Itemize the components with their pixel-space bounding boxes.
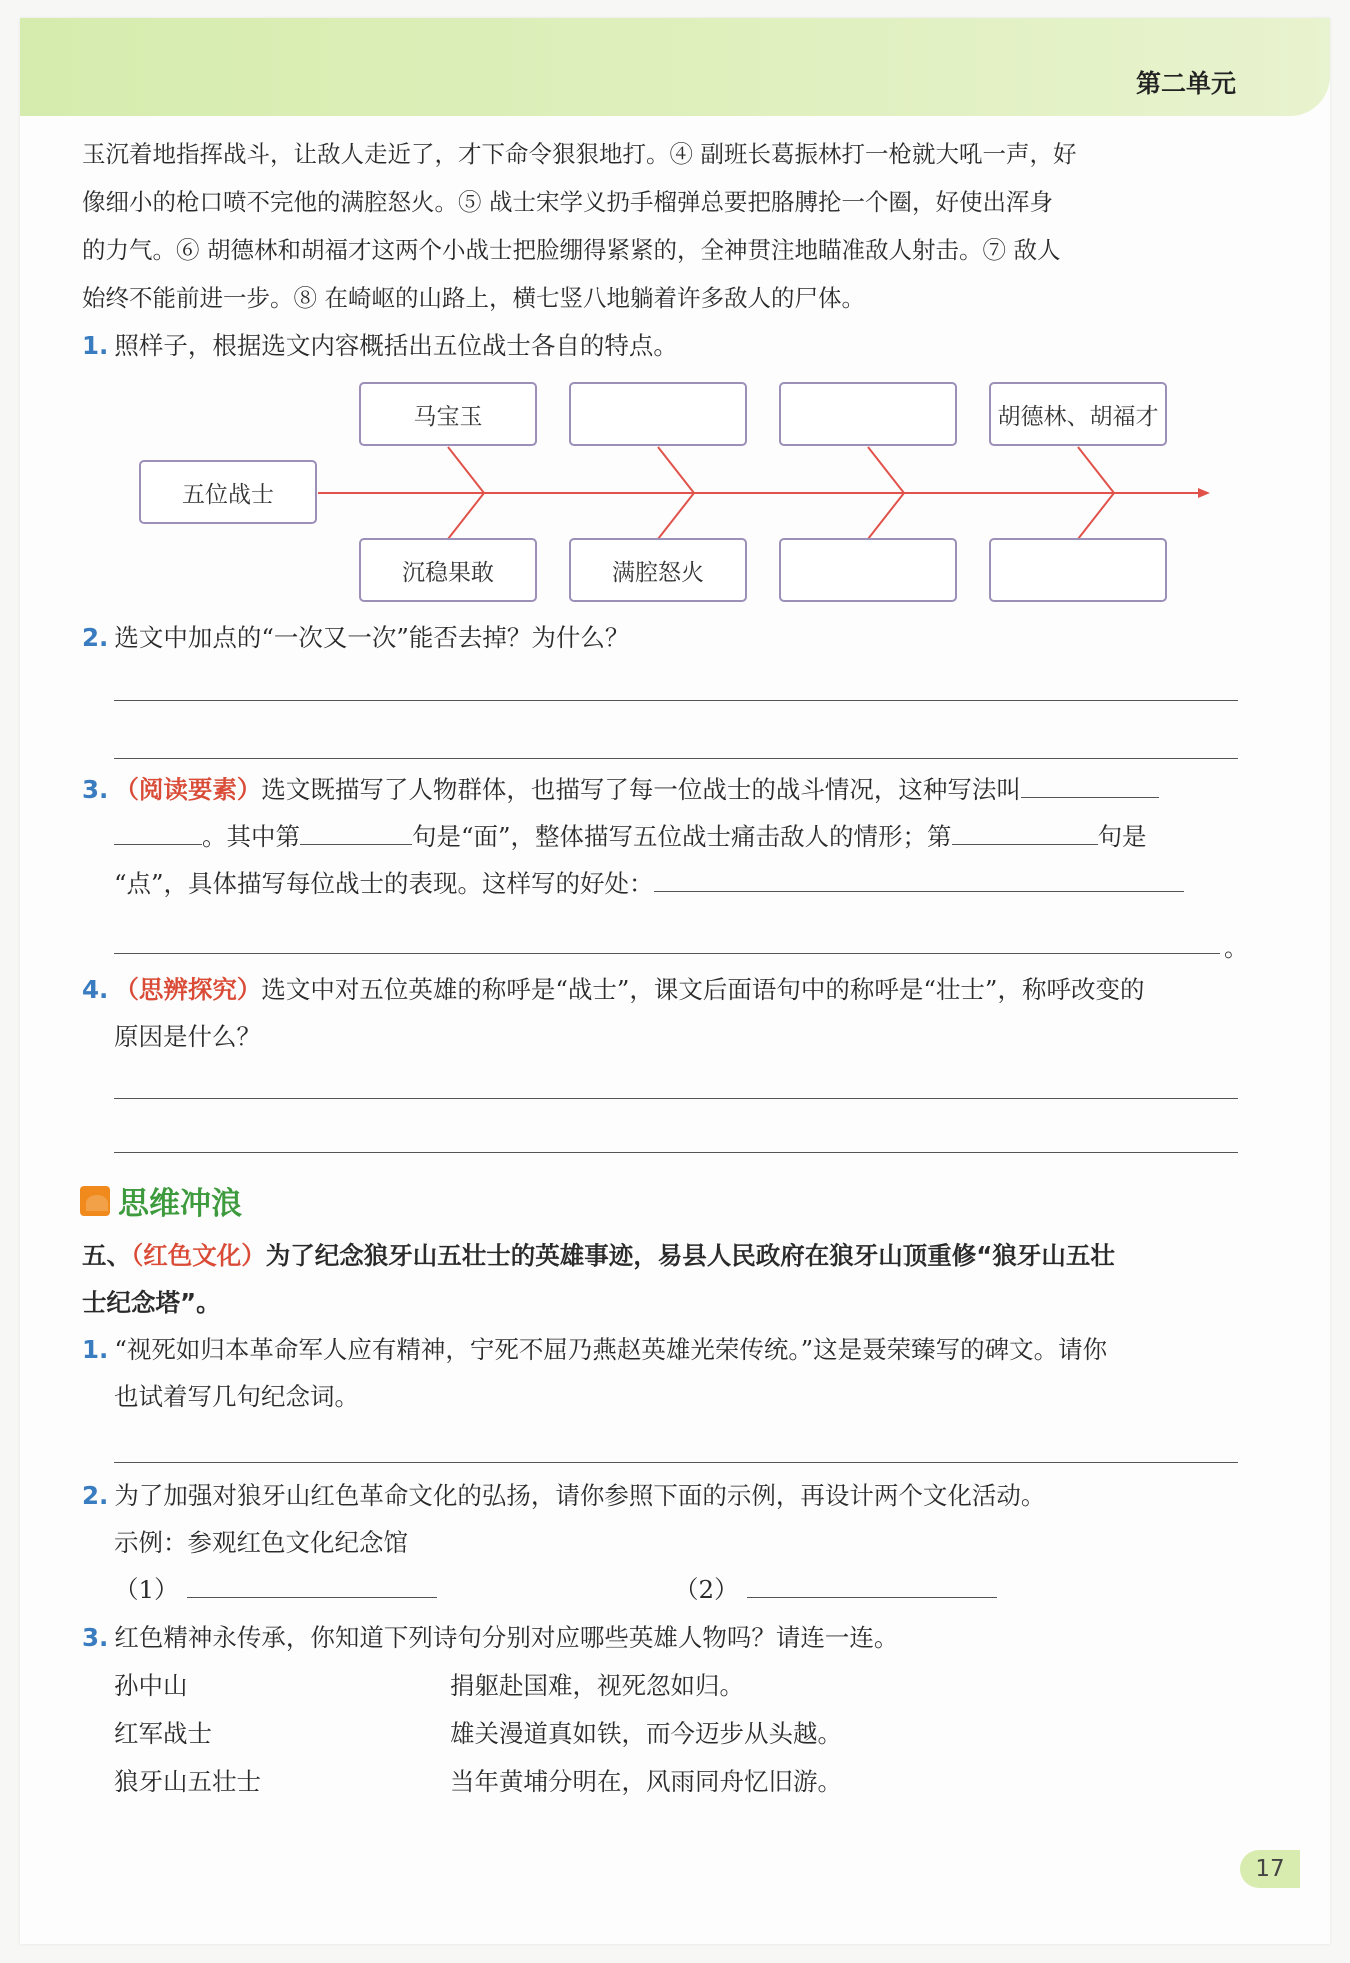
question-text: “视死如归本革命军人应有精神，宁死不屈乃燕赵英雄光荣传统。”这是聂荣臻写的碑文。请你 [114,1335,1108,1364]
answer-blank[interactable] [952,814,1098,845]
answer-blank[interactable] [300,814,412,845]
answer-blank[interactable] [654,861,1184,892]
question-3-line-2 [114,813,1147,861]
question-tag: （阅读要素） [114,775,262,804]
diagram-root-box: 五位战士 [139,460,317,524]
question-number: 4. [82,975,109,1004]
diagram-bottom-box-blank[interactable] [779,538,957,602]
question-text: 。其中第 [202,822,300,851]
question-number: 1. [82,1335,109,1364]
answer-line[interactable] [114,1152,1238,1153]
diagram-bottom-box-blank[interactable] [989,538,1167,602]
part-5-question-2 [82,1472,1238,1520]
answer-line[interactable] [114,1462,1238,1463]
wave-icon [80,1186,110,1216]
question-number: 2. [82,623,109,652]
answer-blank[interactable] [114,814,202,845]
diagram-bottom-box: 沉稳果敢 [359,538,537,602]
match-right-item[interactable]: 捐躯赴国难，视死忽如归。 [450,1671,744,1700]
part-5-question-1-line-2: 也试着写几句纪念词。 [114,1382,359,1411]
question-text: “点”，具体描写每位战士的表现。这样写的好处： [114,869,654,898]
question-4 [82,966,1238,1014]
unit-label: 第二单元 [1135,69,1236,98]
part-5-question-3 [82,1614,1238,1662]
part-5-intro [82,1232,1238,1280]
diagram-top-box-blank[interactable] [569,382,747,446]
section-title-text: 思维冲浪 [118,1186,242,1222]
answer-line[interactable] [114,1098,1238,1099]
diagram-top-box-blank[interactable] [779,382,957,446]
end-punctuation: 。 [1224,934,1248,962]
question-3-line-3 [114,860,1238,908]
question-text: 句是 [1097,822,1147,851]
passage-line: 的力气。⑥ 胡德林和胡福才这两个小战士把脸绷得紧紧的，全神贯注地瞄准敌人射击。⑦ 敌人 [82,236,1061,264]
question-text: 句是“面”，整体描写五位战士痛击敌人的情形；第 [412,822,952,851]
spine-arrowhead [1198,488,1210,498]
part-text: 为了纪念狼牙山五壮士的英雄事迹，易县人民政府在狼牙山顶重修“狼牙山五壮 [265,1241,1115,1270]
match-right-item[interactable]: 当年黄埔分明在，风雨同舟忆旧游。 [450,1767,842,1796]
diagram-top-box: 马宝玉 [359,382,537,446]
example-text: 示例：参观红色文化纪念馆 [114,1528,408,1557]
part-prefix: 五、 [82,1241,131,1270]
question-number: 3. [82,1623,109,1652]
answer-blank[interactable] [747,1567,997,1598]
diagram-top-box: 胡德林、胡福才 [989,382,1167,446]
answer-line[interactable] [114,953,1220,954]
question-text: 照样子，根据选文内容概括出五位战士各自的特点。 [114,331,678,360]
question-tag: （思辨探究） [114,975,262,1004]
answer-blank[interactable] [1021,767,1159,798]
activity-blank-2 [674,1566,997,1614]
activity-blank-1 [114,1566,437,1614]
question-number: 3. [82,775,109,804]
match-left-item[interactable]: 红军战士 [114,1719,212,1748]
match-left-item[interactable]: 孙中山 [114,1671,188,1700]
blank-label: （1） [114,1575,179,1604]
question-2 [82,614,1238,662]
passage-line: 玉沉着地指挥战斗，让敌人走近了，才下命令狠狠地打。④ 副班长葛振林打一枪就大吼一声，好 [82,140,1077,168]
question-3 [82,766,1238,814]
question-text: 红色精神永传承，你知道下列诗句分别对应哪些英雄人物吗？请连一连。 [114,1623,899,1652]
question-text: 选文中加点的“一次又一次”能否去掉？为什么？ [114,623,630,652]
question-text: 选文既描写了人物群体，也描写了每一位战士的战斗情况，这种写法叫 [261,775,1021,804]
page-number: 17 [1240,1850,1300,1888]
part-tag: （红色文化） [131,1241,266,1270]
passage-line: 始终不能前进一步。⑧ 在崎岖的山路上，横七竖八地躺着许多敌人的尸体。 [82,284,865,312]
answer-line[interactable] [114,758,1238,759]
question-text: 选文中对五位英雄的称呼是“战士”，课文后面语句中的称呼是“壮士”，称呼改变的 [261,975,1145,1004]
part-5-question-1 [82,1326,1238,1374]
diagram-bottom-box: 满腔怒火 [569,538,747,602]
question-text: 为了加强对狼牙山红色革命文化的弘扬，请你参照下面的示例，再设计两个文化活动。 [114,1481,1046,1510]
question-number: 2. [82,1481,109,1510]
match-right-item[interactable]: 雄关漫道真如铁，而今迈步从头越。 [450,1719,842,1748]
passage-line: 像细小的枪口喷不完他的满腔怒火。⑤ 战士宋学义扔手榴弹总要把胳膊抡一个圈，好使出浑身 [82,188,1053,216]
part-5-intro-line-2: 士纪念塔”。 [82,1288,221,1317]
match-left-item[interactable]: 狼牙山五壮士 [114,1767,261,1796]
section-title [80,1178,242,1223]
answer-line[interactable] [114,700,1238,701]
question-4-line-2: 原因是什么？ [114,1022,261,1051]
blank-label: （2） [674,1575,739,1604]
answer-blank[interactable] [187,1567,437,1598]
question-number: 1. [82,331,109,360]
